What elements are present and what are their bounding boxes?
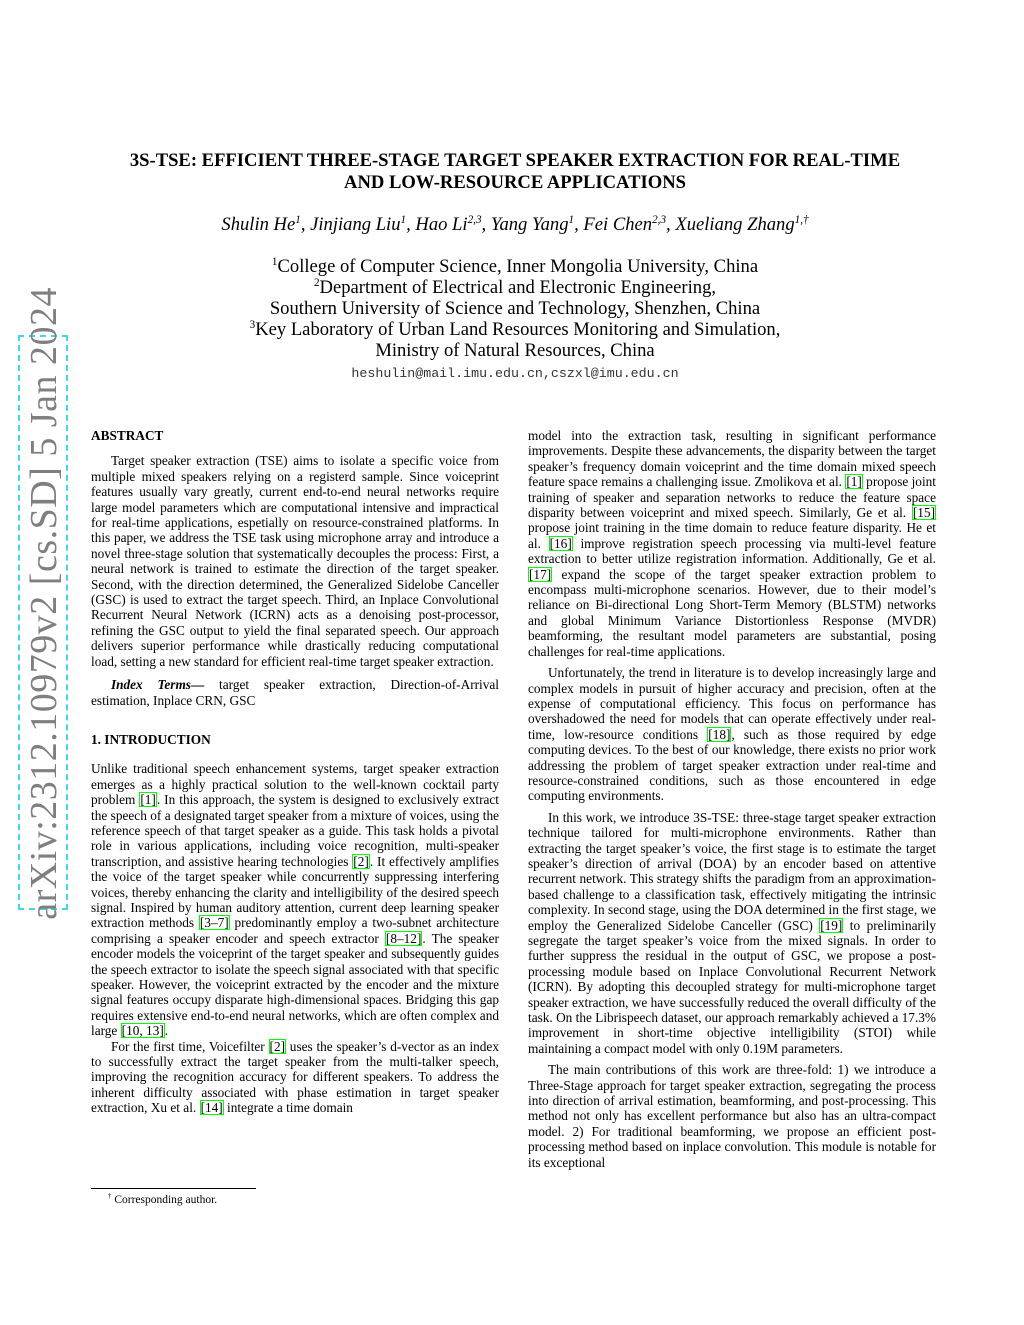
author-affiliation-mark: 1 (400, 213, 407, 226)
affiliation-line (90, 340, 940, 361)
affiliation-text: Key Laboratory of Urban Land Resources Monitoring and Simulation, (255, 319, 781, 340)
affiliation-line (90, 277, 940, 298)
intro-heading: 1. INTRODUCTION (91, 731, 211, 747)
affiliation-line (90, 256, 940, 277)
body-text: Unlike traditional speech enhancement systems, target speaker extraction emerges as a highly practical solution to the well-known cocktail party problem (91, 761, 499, 808)
author-affiliation-mark: 1 (568, 213, 575, 226)
footnote-mark: † (108, 1193, 112, 1201)
footnote (108, 1193, 217, 1207)
affiliation-lines (90, 256, 940, 361)
author-name: Fei Chen (583, 214, 653, 235)
affiliation-mark: 1 (271, 255, 278, 268)
citation-link[interactable]: [18] (708, 726, 731, 742)
citation-link[interactable]: [15] (912, 505, 935, 521)
affiliation-line (90, 319, 940, 340)
affiliation-mark: 2 (313, 276, 320, 289)
author-affiliation-mark: 1,† (794, 213, 809, 226)
arxiv-identifier: arXiv:2312.10979v2 [cs.SD] 5 Jan 2024 (23, 287, 65, 920)
citation-link[interactable]: [1] (140, 792, 156, 808)
affiliation-line (90, 298, 940, 319)
author-affiliation-mark: 2,3 (652, 213, 667, 226)
index-terms (91, 677, 499, 708)
citation-link[interactable]: [14] (200, 1100, 223, 1116)
paper-title (90, 150, 940, 194)
author-name: Shulin He (221, 214, 296, 235)
body-text: propose joint training of speaker and separation networks to reduce the feature space disparity between voiceprint and mixed speech. Similarly, Ge et al. (528, 474, 936, 521)
title-line-2: AND LOW-RESOURCE APPLICATIONS (344, 172, 686, 193)
body-text: The main contributions of this work are three-fold: 1) we introduce a Three-Stage approach for target speaker extraction, segregating the process into direction of arrival estimation, beamforming, and post-processing. This method not only has excellent performance but also has an ultra-compact model. 2) For traditional beamforming, we propose an efficient post-processing method based on inplace convolution. This module is notable for its exceptional (528, 1062, 936, 1170)
body-text: , such as those required by edge computing devices. To the best of our knowledge, there exists no prior work addressing the problem of target speaker extraction under real-time and resource-constrained conditions, such as those encountered in edge computing environments. (528, 726, 936, 804)
index-terms-text: target speaker extraction, Direction-of-Arrival estimation, Inplace CRN, GSC (91, 677, 499, 708)
affiliation-text: Department of Electrical and Electronic Engineering, (319, 277, 717, 298)
right-column (528, 428, 936, 1170)
footnote-rule (91, 1188, 256, 1189)
affiliation-text: College of Computer Science, Inner Mongolia University, China (277, 256, 759, 277)
body-text: In this work, we introduce 3S-TSE: three-stage target speaker extraction technique tailored for multi-microphone environments. Rather than extracting the target speaker’s voice, the first stage is to estimate the target speaker’s direction of arrival (DOA) by an encoder based on attentive recurrent network. This strategy shifts the paradigm from an approximation-based challenge to a classification task, effectively mitigating the intrinsic complexity. In second stage, using the DOA determined in the first stage, we employ the Generalized Sidelobe Canceller (GSC) (528, 809, 936, 933)
intro-paragraph-2 (91, 1039, 499, 1116)
author-name: Hao Li (415, 214, 468, 235)
body-text: improve registration speech processing via multi-level feature extraction to better utilize registration information. Additionally, Ge et al. (528, 535, 936, 567)
author-name: Jinjiang Liu (310, 214, 401, 235)
citation-link[interactable]: [19] (820, 917, 843, 933)
affiliation-mark: 3 (249, 318, 256, 331)
affiliation-text: Ministry of Natural Resources, China (375, 340, 655, 361)
body-text: . In this approach, the system is designed to exclusively extract the speech of a designated target speaker from a mixture of voices, using the reference speech of that target speaker as a guide. This task holds a pivotal role in various applications, including voice recognition, multi-speaker transcription, and assistive hearing technologies (91, 792, 499, 869)
left-column (91, 428, 499, 1116)
body-text: integrate a time domain (223, 1100, 353, 1116)
intro-paragraph-2-continued (528, 428, 936, 659)
body-text: . It effectively amplifies the voice of the target speaker while concurrently suppressing interfering voices, thereby enhancing the clarity and intelligibility of the desired speech signal. Inspired by human auditory attention, current deep learning speaker extraction methods (91, 853, 499, 931)
citation-link[interactable]: [2] (269, 1038, 286, 1054)
body-text: Unfortunately, the trend in literature is to develop increasingly large and complex models in pursuit of higher accuracy and precision, often at the expense of computational efficiency. This focus on performance has overshadowed the need for models that can operate effectively under real-time, low-resource conditions (528, 665, 936, 742)
body-text: uses the speaker’s d-vector as an index to successfully extract the target speaker from the multi-talker speech, improving the recognition accuracy for different speakers. To address the inherent difficulty associated with phase estimation in target speaker extraction, Xu et al. (91, 1038, 499, 1116)
body-text: propose joint training in the time domain to reduce feature disparity. He et al. (528, 520, 936, 551)
abstract-heading: ABSTRACT (91, 428, 164, 443)
affiliation-text: Southern University of Science and Technology, Shenzhen, China (269, 298, 761, 319)
body-text: For the first time, Voicefilter (110, 1038, 269, 1054)
intro-paragraph-4 (528, 810, 936, 1057)
body-text: predominantly employ a two-subnet architecture comprising a speaker encoder and speech extractor (91, 915, 499, 946)
body-text: expand the scope of the target speaker extraction problem to encompass multi-microphone scenarios. However, due to their model’s reliance on Bi-directional Long Short-Term Memory (BLSTM) networks and global Minimum Variance Distortionless Response (MVDR) beamforming, the resultant model parameters are substantial, posing challenges for real-time applications. (528, 566, 936, 659)
title-line-1: 3S-TSE: EFFICIENT THREE-STAGE TARGET SPEAKER EXTRACTION FOR REAL-TIME (129, 150, 901, 171)
intro-paragraph-5 (528, 1062, 936, 1170)
body-text: . The speaker encoder models the voiceprint of the target speaker and subsequently guides the speech extractor to isolate the speech signal associated with that specific speaker. However, the voiceprint extracted by the encoder and the mixture signal features occupy disparate high-dimensional spaces. Bridging this gap requires extensive end-to-end neural networks, which are often complex and large (91, 930, 499, 1039)
footnote-text: Corresponding author. (111, 1194, 218, 1206)
body-text: . (164, 1023, 169, 1039)
index-terms-label: Index Terms— (110, 677, 205, 693)
citation-link[interactable]: [2] (353, 853, 369, 869)
body-text: to preliminarily segregate the target speaker’s voice from the mixed signals. In order to further suppress the residual in the output of GSC, we propose a post-processing module based on Inplace Convolutional Recurrent Network (ICRN). By adopting this decoupled strategy for multi-microphone target speaker extraction, we have successfully reduced the overall difficulty of the task. On the Librispeech dataset, our approach remarkably achieved a 17.3% improvement in short-time objective intelligibility (STOI) while maintaining a compact model with only 0.19M parameters. (528, 917, 936, 1056)
abstract-text: Target speaker extraction (TSE) aims to isolate a specific voice from multiple mixed speakers relying on a registerd sample. Since voiceprint features usually vary greatly, current end-to-end neural networks require large model parameters which are computational intensive and impractical for real-time applications, espetially on resource-constrained platforms. In this paper, we address the TSE task using microphone array and introduce a novel three-stage solution that systematically decouples the process: First, a neural network is trained to estimate the direction of the target speaker. Second, with the direction determined, the Generalized Sidelobe Canceller (GSC) is used to extract the target speech. Third, an Inplace Convolutional Recurrent Neural Network (ICRN) acts as a denoising post-processor, refining the GSC output to yield the final separated speech. Our approach delivers superior performance while drastically reducing computational load, setting a new standard for efficient real-time target speaker extraction. (91, 453, 499, 669)
author-name: Yang Yang (490, 214, 569, 235)
citation-link[interactable]: [16] (549, 535, 572, 551)
author-affiliation-mark: 1 (295, 213, 301, 226)
intro-paragraph-3 (528, 665, 936, 804)
author-name: Xueliang Zhang (675, 214, 795, 235)
body-text: model into the extraction task, resulting in significant performance improvements. Despite these advancements, the disparity between the target speaker’s frequency domain voiceprint and the time domain mixed speech feature space remains a challenging issue. Zmolikova et al. (528, 428, 936, 490)
citation-link[interactable]: [1] (846, 474, 862, 490)
contact-email: heshulin@mail.imu.edu.cn,cszxl@imu.edu.cn (351, 366, 679, 381)
author-list: Shulin He$^1$, Jinjiang Liu$^1$, Hao Li$^{2,3}$, Yang Yang$^1$, Fei Chen$^{2,3}$, Xueliang Zhang$^{1,\dagger}$ (221, 213, 809, 235)
affiliations (90, 256, 940, 384)
citation-link[interactable]: [17] (529, 566, 552, 582)
citation-link[interactable]: [3–7] (199, 915, 229, 931)
author-affiliation-mark: 2,3 (467, 213, 482, 226)
citation-link[interactable]: [10, 13] (121, 1023, 164, 1039)
intro-paragraph-1 (91, 761, 499, 1038)
citation-link[interactable]: [8–12] (385, 930, 422, 946)
